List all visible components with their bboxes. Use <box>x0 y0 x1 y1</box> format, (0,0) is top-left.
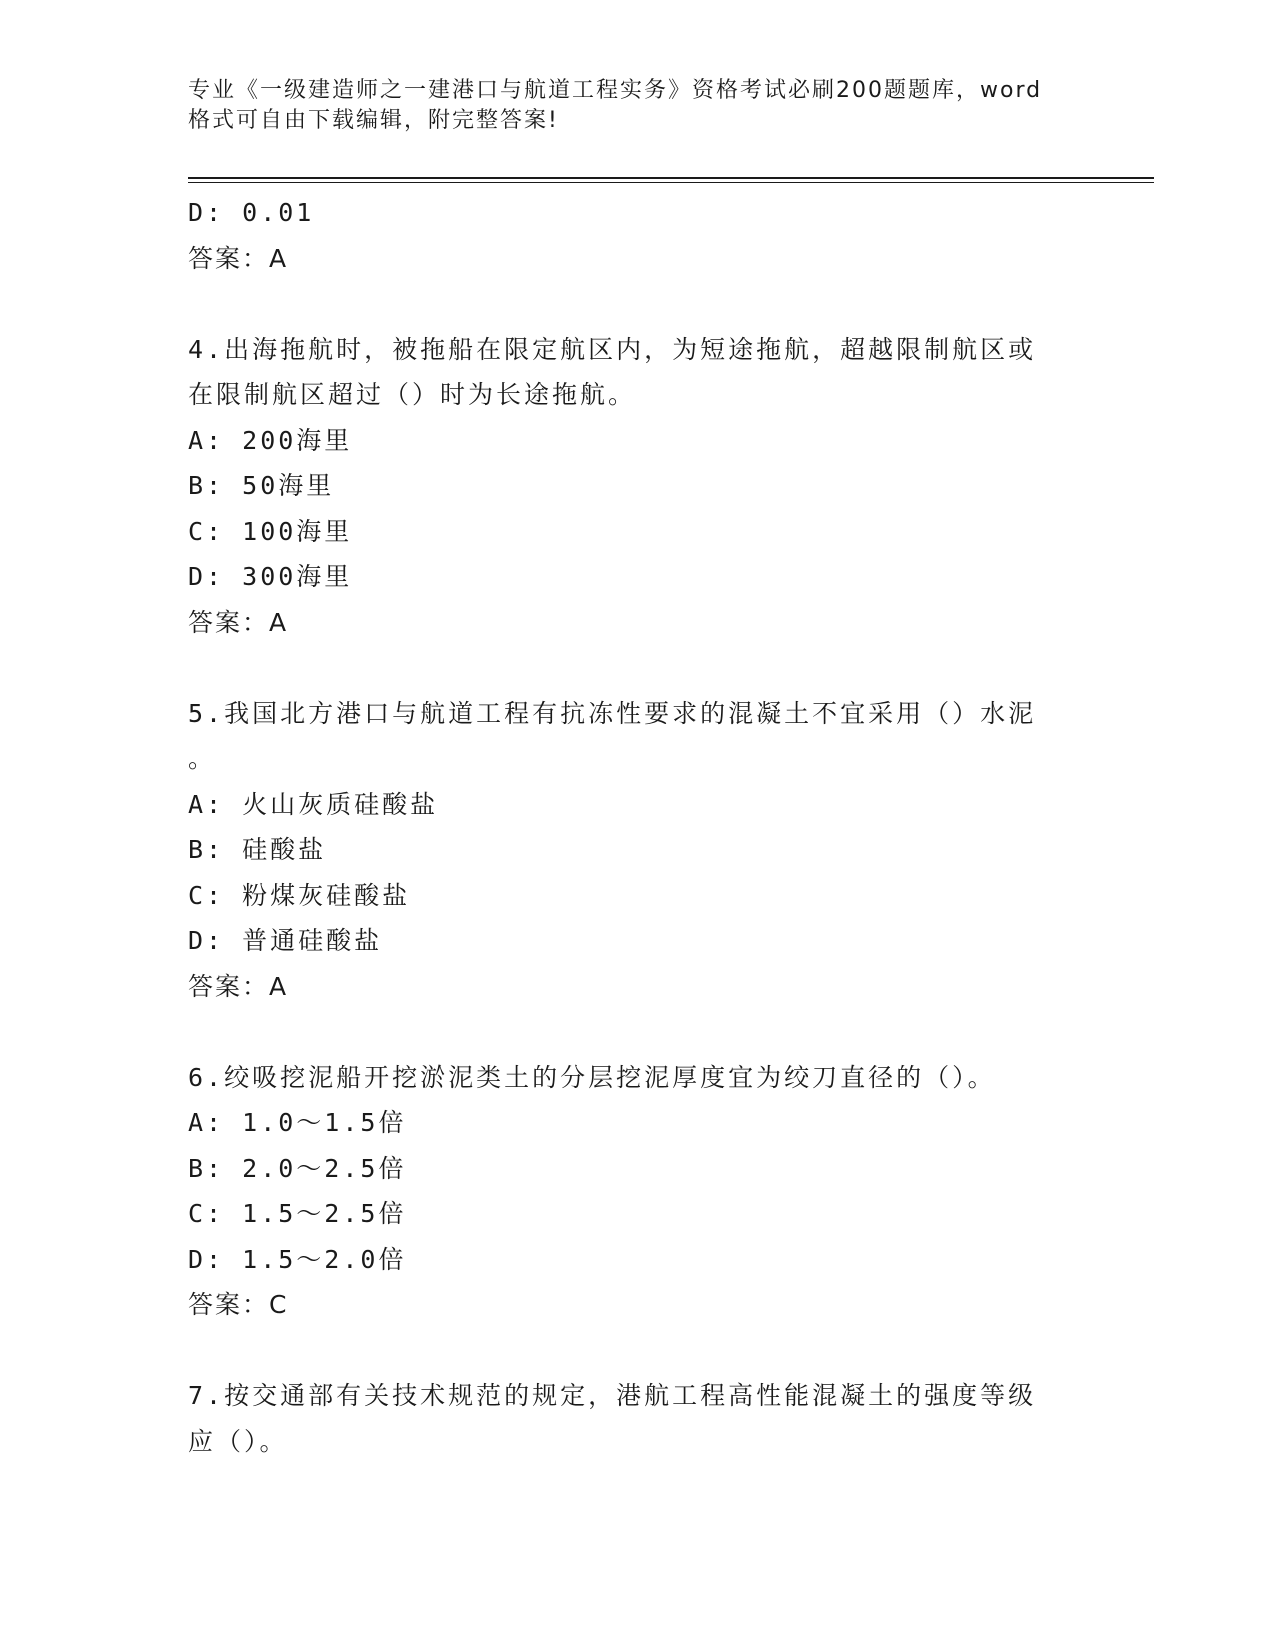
question-stem: 应（）。 <box>188 1426 288 1456</box>
question-5 <box>188 691 1068 1010</box>
document-header <box>188 76 1068 136</box>
option-c: C: 1.5～2.5倍 <box>188 1199 407 1228</box>
spacer <box>188 1328 1068 1374</box>
option-c: C: 100海里 <box>188 516 353 546</box>
question-stem: 6.绞吸挖泥船开挖淤泥类土的分层挖泥厚度宜为绞刀直径的（）。 <box>188 1062 996 1092</box>
answer-line: 答案：A <box>188 243 289 273</box>
option-d: D: 300海里 <box>188 562 353 591</box>
option-a: A: 200海里 <box>188 425 353 455</box>
option-a: A: 1.0～1.5倍 <box>188 1108 407 1137</box>
spacer <box>188 281 1068 327</box>
option-d: D: 0.01 <box>188 198 315 227</box>
option-b: B: 50海里 <box>188 471 335 500</box>
spacer <box>188 645 1068 691</box>
answer-line: 答案：A <box>188 607 289 637</box>
question-stem: 在限制航区超过（）时为长途拖航。 <box>188 380 637 409</box>
header-title-line-2: 格式可自由下载编辑，附完整答案! <box>188 108 559 133</box>
question-stem: 7.按交通部有关技术规范的规定，港航工程高性能混凝土的强度等级 <box>188 1381 1037 1410</box>
option-d: D: 1.5～2.0倍 <box>188 1244 407 1274</box>
answer-line: 答案：C <box>188 1290 289 1319</box>
spacer <box>188 1009 1068 1055</box>
question-4 <box>188 327 1068 646</box>
question-stem: 5.我国北方港口与航道工程有抗冻性要求的混凝土不宜采用（）水泥 <box>188 698 1037 728</box>
option-c: C: 粉煤灰硅酸盐 <box>188 880 411 910</box>
option-a: A: 火山灰质硅酸盐 <box>188 789 439 819</box>
question-stem: 。 <box>188 744 217 773</box>
option-b: B: 2.0～2.5倍 <box>188 1153 407 1183</box>
header-title-line-1: 专业《一级建造师之一建港口与航道工程实务》资格考试必刷200题题库，word <box>188 78 1043 103</box>
question-7 <box>188 1373 1068 1464</box>
question-3-tail <box>188 190 1068 281</box>
question-list <box>188 190 1068 1464</box>
header-divider-thick <box>188 177 1154 179</box>
question-stem: 4.出海拖航时，被拖船在限定航区内，为短途拖航，超越限制航区或 <box>188 334 1037 364</box>
question-6 <box>188 1055 1068 1328</box>
answer-line: 答案：A <box>188 971 289 1001</box>
header-divider-thin <box>188 182 1154 183</box>
option-b: B: 硅酸盐 <box>188 835 327 864</box>
option-d: D: 普通硅酸盐 <box>188 926 383 955</box>
